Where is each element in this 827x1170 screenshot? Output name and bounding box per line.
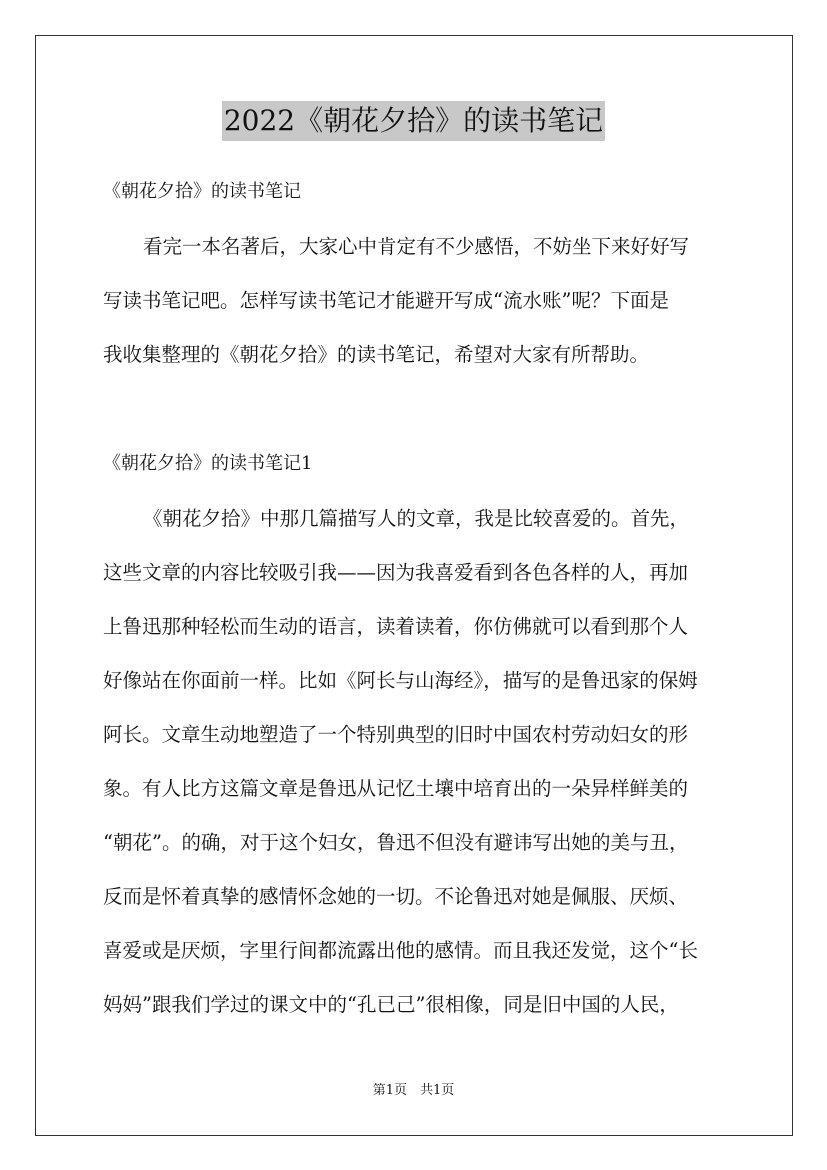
body-line: 妈妈”跟我们学过的课文中的“孔已己”很相像，同是旧中国的人民， <box>103 993 679 1016</box>
document-title: 2022《朝花夕拾》的读书笔记 <box>222 101 605 141</box>
intro-line: 写读书笔记吧。怎样写读书笔记才能避开写成“流水账”呢？下面是 <box>103 289 669 312</box>
section-heading: 《朝花夕拾》的读书笔记1 <box>103 453 313 474</box>
body-line: 喜爱或是厌烦，字里行间都流露出他的感情。而且我还发觉，这个“长 <box>103 939 698 962</box>
intro-line: 我收集整理的《朝花夕拾》的读书笔记，希望对大家有所帮助。 <box>103 343 650 366</box>
page-number-footer: 第1页 共1页 <box>372 1083 455 1098</box>
body-line: 好像站在你面前一样。比如《阿长与山海经》，描写的是鲁迅家的保姆 <box>103 669 698 692</box>
body-line: 这些文章的内容比较吸引我——因为我喜爱看到各色各样的人，再加 <box>103 561 689 584</box>
body-line: 阿长。文章生动地塑造了一个特别典型的旧时中国农村劳动妇女的形 <box>103 723 689 746</box>
body-line: 《朝花夕拾》中那几篇描写人的文章，我是比较喜爱的。首先， <box>143 507 690 530</box>
body-line: 上鲁迅那种轻松而生动的语言，读着读着，你仿佛就可以看到那个人 <box>103 615 689 638</box>
body-line: “朝花”。的确，对于这个妇女，鲁迅不但没有避讳写出她的美与丑， <box>103 831 689 854</box>
body-line: 象。有人比方这篇文章是鲁迅从记忆土壤中培育出的一朵异样鲜美的 <box>103 777 689 800</box>
body-line: 反而是怀着真挚的感情怀念她的一切。不论鲁迅对她是佩服、厌烦、 <box>103 885 689 908</box>
intro-line: 看完一本名著后，大家心中肯定有不少感悟，不妨坐下来好好写 <box>143 235 690 258</box>
title-block <box>0 101 827 141</box>
document-subtitle: 《朝花夕拾》的读书笔记 <box>103 181 301 202</box>
